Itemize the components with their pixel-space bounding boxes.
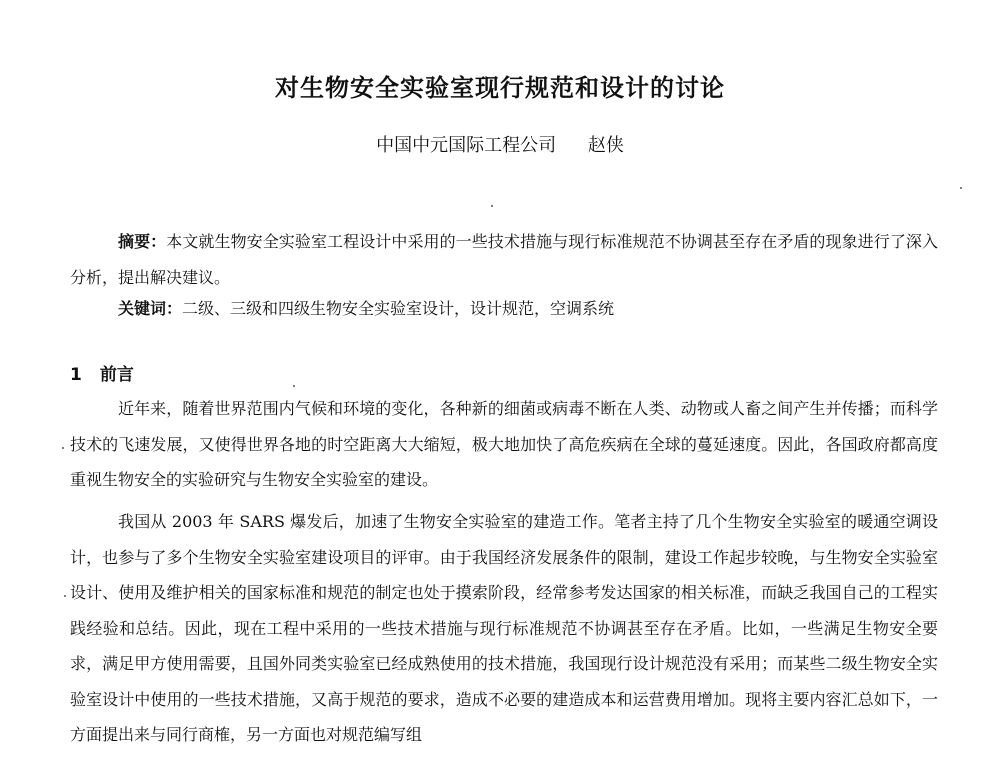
paragraph: 我国从 2003 年 SARS 爆发后，加速了生物安全实验室的建造工作。笔者主持了几个生物安全实验室的暖通空调设计，也参与了多个生物安全实验室建设项目的评审。由于我国经济发展条件的限制，建设工作起步较晚，与生物安全实验室设计、使用及维护相关的国家标准和规范的制定也处于摸索阶段，经常参考发达国家的相关标准，而缺乏我国自己的工程实践经验和总结。因此，现在工程中采用的一些技术措施与现行标准规范不协调甚至存在矛盾。比如，一些满足生物安全要求，满足甲方使用需要，且国外同类实验室已经成熟使用的技术措施，我国现行设计规范没有采用；而某些二级生物安全实验室设计中使用的一些技术措施，又高于规范的要求，造成不必要的建造成本和运营费用增加。现将主要内容汇总如下，一方面提出来与同行商榷，另一方面也对规范编写组 xyxy=(70,512,938,744)
author-organization: 中国中元国际工程公司 xyxy=(376,135,557,156)
scan-speck xyxy=(491,205,493,207)
abstract-text: 本文就生物安全实验室工程设计中采用的一些技术措施与现行标准规范不协调甚至存在矛盾的现象进行了深入分析，提出解决建议。 xyxy=(70,232,938,287)
paper-title: 对生物安全实验室现行规范和设计的讨论 xyxy=(275,74,725,102)
keywords-text: 二级、三级和四级生物安全实验室设计，设计规范，空调系统 xyxy=(182,299,615,318)
section-heading xyxy=(70,360,134,385)
section-title: 前言 xyxy=(99,365,134,385)
author-name: 赵侠 xyxy=(587,135,624,156)
abstract-label: 摘要： xyxy=(118,232,167,251)
keywords xyxy=(70,291,938,327)
paragraph: 近年来，随着世界范围内气候和环境的变化，各种新的细菌或病毒不断在人类、动物或人畜之间产生并传播；而科学技术的飞速发展，又使得世界各地的时空距离大大缩短，极大地加快了高危疾病在全球的蔓延速度。因此，各国政府都高度重视生物安全的实验研究与生物安全实验室的建设。 xyxy=(70,399,938,489)
scan-speck xyxy=(293,385,295,387)
keywords-label: 关键词： xyxy=(118,299,183,318)
author-line xyxy=(0,131,1000,157)
scan-speck xyxy=(64,595,66,597)
scan-speck xyxy=(960,187,962,189)
section-number: 1 xyxy=(70,365,82,385)
abstract xyxy=(70,224,938,295)
scan-speck xyxy=(62,447,64,449)
